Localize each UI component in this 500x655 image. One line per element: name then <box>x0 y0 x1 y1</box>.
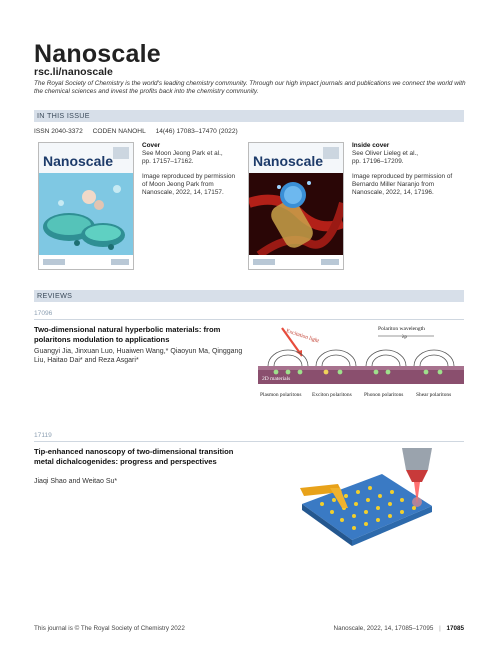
graphic-label-plasmon: Plasmon polaritons <box>260 392 302 398</box>
graphic-label-phonon: Phonon polaritons <box>364 392 404 398</box>
review-1-number: 17096 <box>34 310 53 317</box>
volume-pages: 14(46) 17083–17470 (2022) <box>155 128 238 135</box>
journal-title: Nanoscale <box>34 40 161 68</box>
review-2-graphic[interactable] <box>282 444 448 550</box>
graphic-label-exciton: Exciton polaritons <box>312 392 352 398</box>
footer-citation: Nanoscale, 2022, 14, 17085–17095 | 17085 <box>333 625 464 632</box>
inside-cover-credit: Image reproduced by permission of Bernardo Miller Naranjo from Nanoscale, 2022, 14, 17196. <box>352 172 453 197</box>
inside-cover-caption <box>352 142 464 197</box>
reviews-bar: REVIEWS <box>34 290 464 302</box>
coden: CODEN NANOHL <box>92 128 146 135</box>
review-2-number: 17119 <box>34 432 52 439</box>
front-cover-credit: Image reproduced by permission of Moon Jeong Park from Nanoscale, 2022, 14, 17157. <box>142 172 236 197</box>
review-1-divider <box>34 319 464 320</box>
review-1-title[interactable]: Two-dimensional natural hyperbolic materials: from polaritons modulation to applications <box>34 325 221 344</box>
inside-cover-pages: pp. 17196–17209. <box>352 158 404 166</box>
inside-cover-title: Nanoscale <box>253 153 324 169</box>
inside-cover-see[interactable]: See Oliver Lieleg et al., <box>352 150 419 158</box>
graphic-label-shear: Shear polaritons <box>416 392 452 398</box>
front-cover-pages: pp. 17157–17162. <box>142 158 194 166</box>
graphic-lambda-label: λp <box>402 335 407 340</box>
journal-url[interactable]: rsc.li/nanoscale <box>34 66 113 78</box>
front-cover-caption <box>142 142 238 197</box>
review-1-authors: Guangyi Jia, Jinxuan Luo, Huaiwen Wang,* Qiaoyun Ma, Qinggang Liu, Haitao Dai* and Reza Asgari* <box>34 348 243 365</box>
inside-cover-label: Inside cover <box>352 142 390 149</box>
graphic-material-label: 2D materials <box>262 376 291 382</box>
issn: ISSN 2040-3372 <box>34 128 83 135</box>
front-cover-image[interactable] <box>38 142 134 270</box>
review-1-graphic[interactable] <box>258 322 464 404</box>
front-cover-label: Cover <box>142 142 161 149</box>
front-cover-title: Nanoscale <box>43 153 114 169</box>
review-2-divider <box>34 441 464 442</box>
graphic-excitation-label: Excitation light <box>285 328 320 345</box>
graphic-wavelength-label: Polariton wavelength <box>378 326 425 332</box>
front-cover-see[interactable]: See Moon Jeong Park et al., <box>142 150 223 158</box>
inside-cover-image[interactable] <box>248 142 344 270</box>
issn-line <box>34 128 246 135</box>
review-2-title[interactable]: Tip-enhanced nanoscopy of two-dimensional transition metal dichalcogenides: progress and perspectives <box>34 447 234 466</box>
footer-citation-text: Nanoscale, 2022, 14, 17085–17095 <box>333 625 434 632</box>
journal-tagline: The Royal Society of Chemistry is the world's leading chemistry community. Through our high impact journals and publications we connect the world with the chemical sciences and invest the profits back into the chemistry community. <box>34 80 466 96</box>
in-this-issue-bar: IN THIS ISSUE <box>34 110 464 122</box>
footer-page-number: 17085 <box>446 625 464 632</box>
review-2-authors: Jiaqi Shao and Weitao Su* <box>34 478 118 485</box>
footer-copyright: This journal is © The Royal Society of Chemistry 2022 <box>34 625 185 632</box>
